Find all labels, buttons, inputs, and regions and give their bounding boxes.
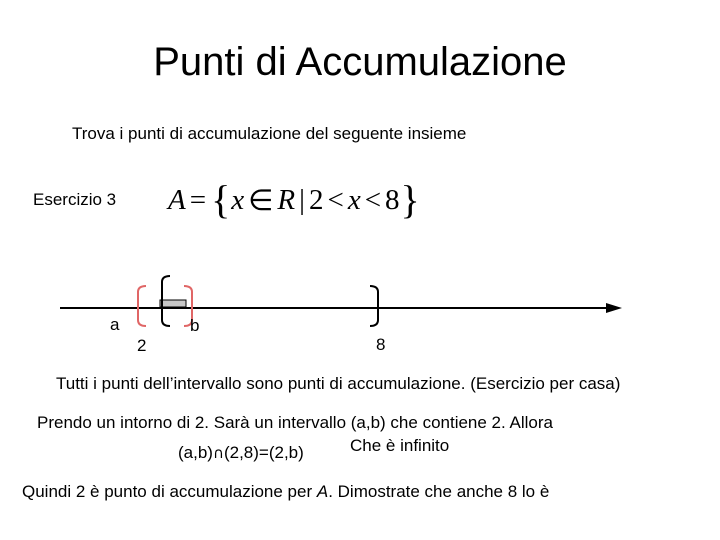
formula-lower-bound: 2 <box>308 183 324 216</box>
slide-title: Punti di Accumulazione <box>153 40 567 84</box>
formula-close-brace: } <box>400 177 420 222</box>
point-label-2: 2 <box>137 336 147 355</box>
highlight-segment-2-b <box>160 300 186 307</box>
exercise-prompt: Trova i punti di accumulazione del seguente insieme <box>72 124 467 143</box>
conclusion-var: A <box>316 482 329 501</box>
formula-less-than-2: < <box>364 183 382 216</box>
bracket-a <box>138 286 146 326</box>
set-definition-formula <box>168 177 421 222</box>
number-line-diagram <box>0 270 720 330</box>
conclusion-text <box>22 482 549 502</box>
point-label-b: b <box>190 316 200 335</box>
explanation-line: Prendo un intorno di 2. Sarà un intervallo (a,b) che contiene 2. Allora <box>37 413 553 432</box>
formula-equals: = <box>189 183 207 216</box>
formula-separator: | <box>299 183 305 216</box>
intersection-left: (a,b) <box>178 443 213 462</box>
intersection-right: (2,8)=(2,b) <box>223 443 304 462</box>
point-label-a: a <box>110 315 120 334</box>
formula-set-name: A <box>168 183 186 216</box>
formula-member-symbol: ∈ <box>248 184 274 217</box>
intersection-expression <box>178 443 304 463</box>
bracket-8 <box>370 286 378 326</box>
conclusion-pre: Quindi 2 è punto di accumulazione per <box>22 482 317 501</box>
infinite-note: Che è infinito <box>350 436 450 455</box>
point-label-8: 8 <box>376 335 386 354</box>
formula-less-than-1: < <box>327 183 344 216</box>
formula-set-R: R <box>277 183 296 216</box>
intersection-symbol: ∩ <box>212 444 224 462</box>
statement-text: Tutti i punti dell’intervallo sono punti di accumulazione. (Esercizio per casa) <box>56 374 621 393</box>
exercise-label: Esercizio 3 <box>33 190 117 209</box>
conclusion-post: . Dimostrate che anche 8 lo è <box>328 482 550 501</box>
formula-open-brace: { <box>211 177 231 222</box>
formula-variable: x <box>231 183 245 216</box>
formula-upper-bound: 8 <box>385 183 400 216</box>
formula-variable-2: x <box>347 183 361 216</box>
number-line-arrowhead <box>606 303 622 313</box>
